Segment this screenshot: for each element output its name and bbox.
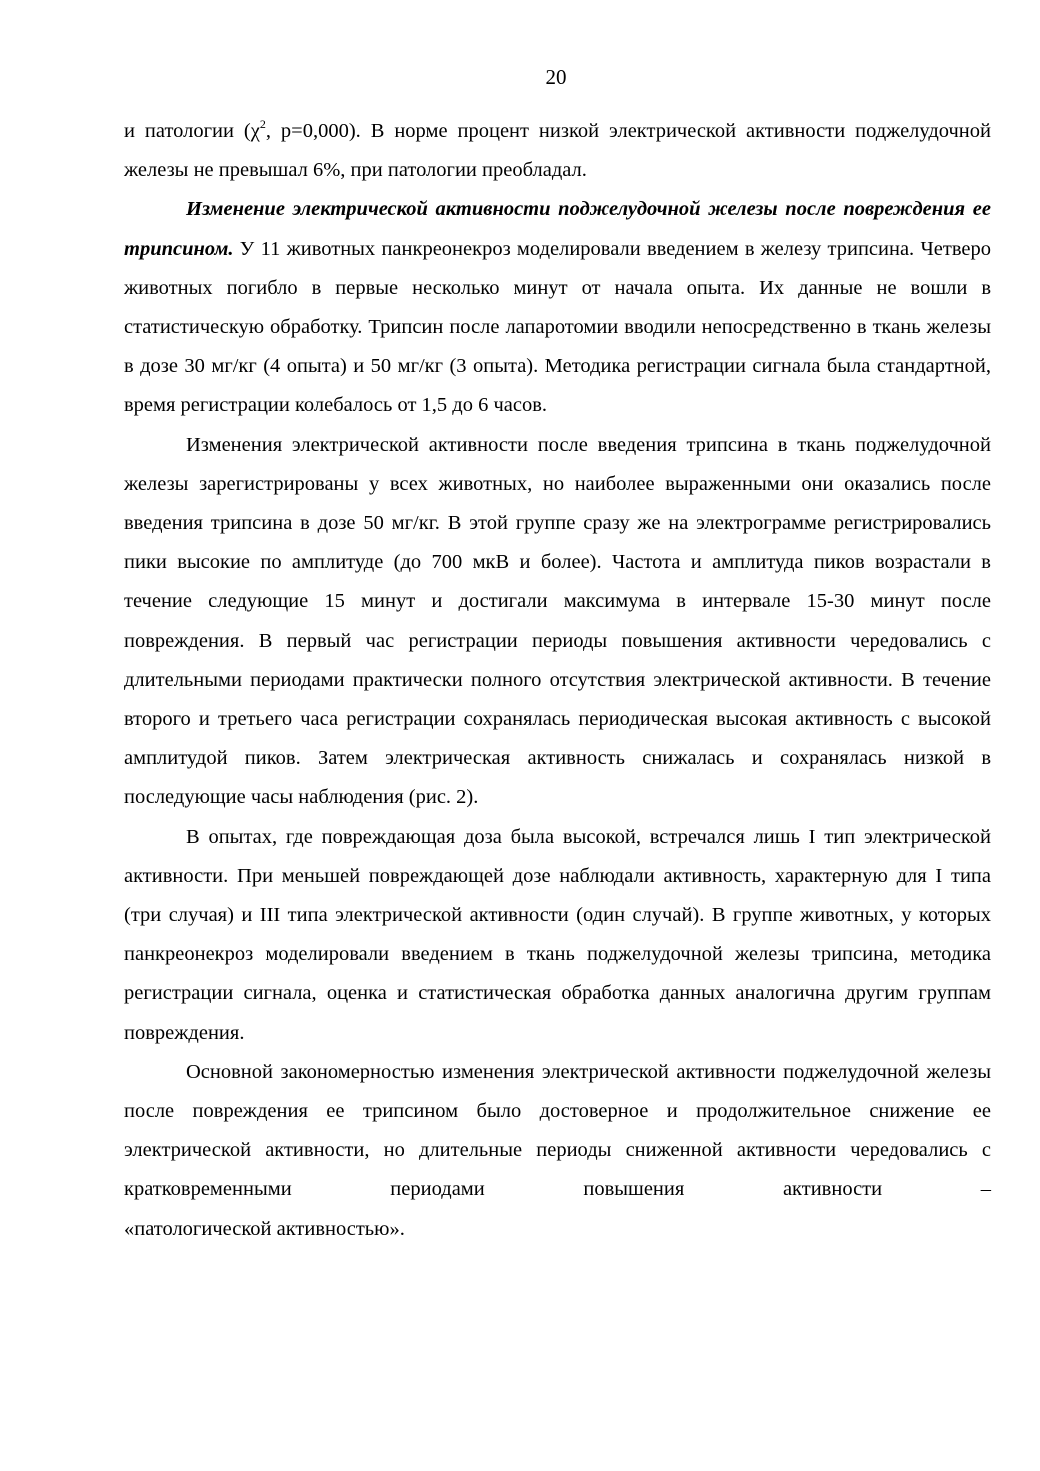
body-text xyxy=(124,112,991,1249)
paragraph-1 xyxy=(124,112,991,190)
paragraph-5: Основной закономерностью изменения электрической активности поджелудочной железы после повреждения ее трипсином было достоверное и продолжительное снижение ее электрической активности, но длительные периоды сниженной активности чередовались с кратковременными периодами повышения активности – xyxy=(124,1060,991,1201)
section-heading: Изменение электрической активности поджелудочной железы после повреждения ее трипсином. xyxy=(124,198,991,260)
paragraph-2-text: У 11 животных панкреонекроз моделировали введением в железу трипсина. Четверо животных погибло в первые несколько минут от начала опыта. Их данные не вошли в статистическую обработку. Трипсин после лапаротомии вводили непосредственно в ткань железы в дозе 30 мг/кг (4 опыта) и 50 мг/кг (3 опыта). Методика регистрации сигнала была стандартной, время регистрации колебалось от 1,5 до 6 часов. xyxy=(124,237,991,417)
paragraph-5-end: «патологической активностью». xyxy=(124,1217,405,1240)
paragraph-4: В опытах, где повреждающая доза была высокой, встречался лишь I тип электрической активности. При меньшей повреждающей дозе наблюдали активность, характерную для I типа (три случая) и III типа электрической активности (один случай). В группе животных, у которых панкреонекроз моделировали введением в ткань поджелудочной железы трипсина, методика регистрации сигнала, оценка и статистическая обработка данных аналогична другим группам повреждения. xyxy=(124,825,991,1044)
paragraph-1-text-end: , p=0,000). В норме процент низкой электрической активности поджелудочной железы не превышал 6%, при патологии преобладал. xyxy=(124,120,992,182)
paragraph-3: Изменения электрической активности после введения трипсина в ткань поджелудочной железы зарегистрированы у всех животных, но наиболее выраженными они оказались после введения трипсина в дозе 50 мг/кг. В этой группе сразу же на электрограмме регистрировались пики высокие по амплитуде (до 700 мкВ и более). Частота и амплитуда пиков возрастали в течение следующие 15 минут и достигали максимума в интервале 15-30 минут после повреждения. В первый час регистрации периоды повышения активности чередовались с длительными периодами практически полного отсутствия электрической активности. В течение второго и третьего часа регистрации сохранялась периодическая высокая активность с высокой амплитудой пиков. Затем электрическая активность снижалась и сохранялась низкой в последующие часы наблюдения (рис. 2). xyxy=(124,433,991,809)
chi-square-superscript: 2 xyxy=(259,117,266,131)
page-number: 20 xyxy=(545,65,567,89)
paragraph-1-text-start: и патологии (χ xyxy=(124,120,260,142)
paragraph-2 xyxy=(124,190,991,425)
